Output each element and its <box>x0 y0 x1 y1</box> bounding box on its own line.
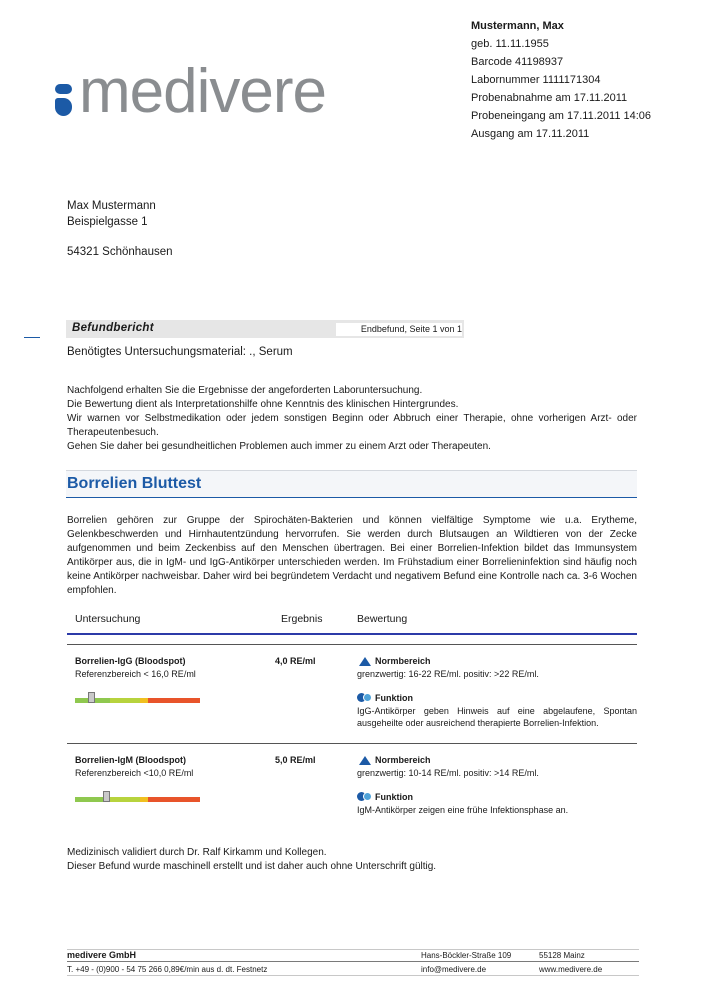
sample-taken: Probenabnahme am 17.11.2011 <box>471 92 628 104</box>
result-scale <box>75 797 200 802</box>
section-description: Borrelien gehören zur Gruppe der Spirochäten-Bakterien und können vielfältige Symptome wie u.a. Erytheme, Gelenkbeschwerden und Hirnhautentzündung hervorrufen. Sie werden durch Blutsaugen an Wildtieren von der Zecke aufgenommen und beim Zeckenbiss auf den Menschen übertragen. Bei einer Borrelien-Infektion bildet das Immunsystem Antikörper aus, die in IgM- und IgG-Antikörper unterschieden werden. Im Frühstadium einer Borrelieninfektion sind häufig noch keine Antikörper nachweisbar. Daher wird bei begründetem Verdacht und negativem Befund eine Kontrolle nach ca. 3-6 Wochen empfohlen. <box>67 515 637 596</box>
footer-zip: 55128 Mainz <box>539 951 585 960</box>
function-label: Funktion <box>375 792 413 802</box>
section-header <box>66 470 637 498</box>
column-header-evaluation: Bewertung <box>357 613 408 625</box>
range-thresholds: grenzwertig: 10-14 RE/ml. positiv: >14 RE/ml. <box>357 767 539 778</box>
function-text: IgM-Antikörper zeigen eine frühe Infektionsphase an. <box>357 804 569 815</box>
test-name: Borrelien-IgG (Bloodspot) <box>75 656 186 666</box>
section-title: Borrelien Bluttest <box>67 475 202 492</box>
lab-number: Labornummer 1111171304 <box>471 74 601 86</box>
recipient-address <box>67 199 173 261</box>
footer-divider <box>67 961 639 962</box>
function-label: Funktion <box>375 693 413 703</box>
status-label: Normbereich <box>375 755 431 765</box>
function-text: IgG-Antikörper geben Hinweis auf eine abgelaufene, Spontan ausgeheilte oder ausreichend therapierte Borrelien-Infektion. <box>357 705 637 728</box>
patient-info <box>471 17 651 143</box>
column-header-result: Ergebnis <box>281 613 323 625</box>
patient-name: Mustermann, Max <box>471 20 564 32</box>
fold-mark <box>24 337 40 338</box>
normal-range-icon <box>359 756 371 765</box>
logo-mark-icon <box>55 84 73 124</box>
address-street: Beispielgasse 1 <box>67 215 148 228</box>
reference-range: Referenzbereich < 16,0 RE/ml <box>75 668 196 679</box>
address-city: 54321 Schönhausen <box>67 246 173 258</box>
barcode: Barcode 41198937 <box>471 56 564 68</box>
logo-wordmark: medivere <box>79 57 326 126</box>
function-icon <box>357 792 373 802</box>
medivere-logo <box>55 57 375 130</box>
issued-date: Ausgang am 17.11.2011 <box>471 128 590 140</box>
patient-birth: geb. 11.11.1955 <box>471 38 549 50</box>
sample-material: Benötigtes Untersuchungsmaterial: ., Serum <box>67 346 293 358</box>
intro-line: Gehen Sie daher bei gesundheitlichen Problemen auch immer zu einem Arzt oder Therapeuten. <box>67 441 491 452</box>
report-title: Befundbericht <box>72 322 154 334</box>
result-scale <box>75 698 200 703</box>
results-table-header <box>67 611 637 635</box>
intro-text <box>67 384 637 454</box>
footer-email-link[interactable]: info@medivere.de <box>421 965 487 974</box>
normal-range-icon <box>359 657 371 666</box>
sample-received: Probeneingang am 17.11.2011 14:06 <box>471 110 652 122</box>
report-header-bar <box>66 320 464 338</box>
footer-web-link[interactable]: www.medivere.de <box>539 965 603 974</box>
address-name: Max Mustermann <box>67 200 156 212</box>
footer-street: Hans-Böckler-Straße 109 <box>421 951 512 960</box>
function-icon <box>357 693 373 703</box>
status-label: Normbereich <box>375 656 431 666</box>
footer-divider <box>67 975 639 976</box>
table-row <box>67 743 637 824</box>
reference-range: Referenzbereich <10,0 RE/ml <box>75 767 194 778</box>
validation-line: Dieser Befund wurde maschinell erstellt und ist daher auch ohne Unterschrift gültig. <box>67 861 437 872</box>
range-thresholds: grenzwertig: 16-22 RE/ml. positiv: >22 RE/ml. <box>357 668 539 679</box>
column-header-test: Untersuchung <box>75 613 141 625</box>
scale-marker <box>88 692 95 703</box>
intro-line: Wir warnen vor Selbstmedikation oder jedem sonstigen Beginn oder Abbruch einer Therapie, ohne vorherigen Arzt- oder Therapeutenbesuch. <box>67 413 637 438</box>
footer-company: medivere GmbH <box>67 950 137 960</box>
footer-divider <box>67 949 639 950</box>
test-name: Borrelien-IgM (Bloodspot) <box>75 755 186 765</box>
footer-phone: T. +49 - (0)900 - 54 75 266 0,89€/min aus d. dt. Festnetz <box>67 965 268 974</box>
scale-marker <box>103 791 110 802</box>
intro-line: Die Bewertung dient als Interpretationshilfe ohne Kenntnis des klinischen Hintergrundes. <box>67 399 459 410</box>
validation-line: Medizinisch validiert durch Dr. Ralf Kirkamm und Kollegen. <box>67 847 327 858</box>
result-value: 4,0 RE/ml <box>275 656 316 666</box>
table-row <box>67 644 637 743</box>
intro-line: Nachfolgend erhalten Sie die Ergebnisse der angeforderten Laboruntersuchung. <box>67 385 423 396</box>
validation-note <box>67 846 436 874</box>
result-value: 5,0 RE/ml <box>275 755 316 765</box>
report-status: Endbefund, Seite 1 von 1 <box>336 323 462 336</box>
